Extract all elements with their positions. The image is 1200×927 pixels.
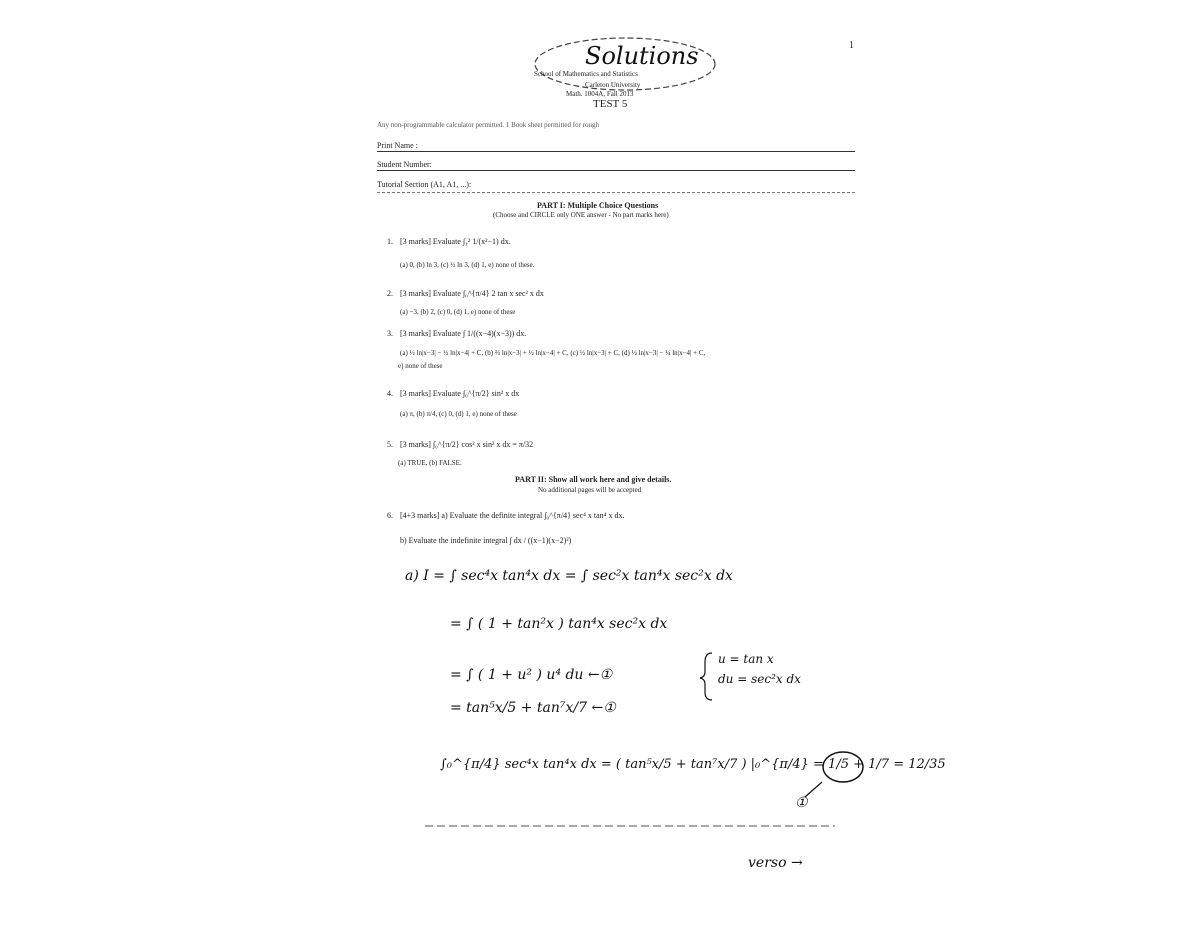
question-4-number: 4. (387, 389, 393, 398)
school-name: School of Mathematics and Statistics (534, 70, 638, 78)
tutorial-section-line (377, 192, 855, 193)
question-6b-text: b) Evaluate the indefinite integral ∫ dx / ((x−1)(x−2)²) (400, 536, 572, 545)
test-title: TEST 5 (593, 98, 628, 110)
question-2-number: 2. (387, 289, 393, 298)
brace-icon (700, 653, 712, 700)
question-1-text: [3 marks] Evaluate ∫₁² 1/(x²−1) dx. (400, 237, 511, 246)
substitution-du: du = sec²x dx (718, 672, 801, 686)
instructions: Any non-programmable calculator permitted. 1 Book sheet permitted for rough (377, 121, 599, 129)
substitution-u: u = tan x (718, 652, 774, 666)
question-3-extra: e) none of these (398, 362, 443, 370)
solution-line-4: = tan⁵x/5 + tan⁷x/7 ←① (450, 700, 616, 716)
solution-line-5: ∫₀^{π/4} sec⁴x tan⁴x dx = ( tan⁵x/5 + tan⁷x/7 ) |₀^{π/4} = 1/5 + 1/7 = 12/35 (440, 757, 946, 772)
solution-line-2: = ∫ ( 1 + tan²x ) tan⁴x sec²x dx (450, 616, 668, 632)
university-name: Carleton University (585, 81, 641, 89)
question-5-options: (a) TRUE, (b) FALSE. (398, 459, 462, 467)
question-2-options: (a) −3, (b) 2, (c) 0, (d) 1, e) none of these (400, 308, 516, 316)
course-name: Math. 1004A, Fall 2013 (566, 90, 634, 98)
solution-line-1: a) I = ∫ sec⁴x tan⁴x dx = ∫ sec²x tan⁴x sec²x dx (405, 568, 733, 584)
question-3-options: (a) ½ ln|x−3| − ½ ln|x−4| + C, (b) ⅔ ln|x−3| + ½ ln|x−4| + C, (c) ½ ln|x−3| + C, (d) ½ ln|x−3| − ¼ ln|x−4| + C, (400, 349, 706, 357)
question-6a-text: [4+3 marks] a) Evaluate the definite integral ∫₀^{π/4} sec⁴ x tan⁴ x dx. (400, 511, 625, 520)
part2-title: PART II: Show all work here and give details. (515, 475, 672, 484)
question-1-number: 1. (387, 237, 393, 246)
question-5-text: [3 marks] ∫₀^{π/2} cos² x sin² x dx = π/32 (400, 440, 534, 449)
student-number-line (377, 170, 855, 171)
question-3-text: [3 marks] Evaluate ∫ 1/((x−4)(x−3)) dx. (400, 329, 527, 338)
question-3-number: 3. (387, 329, 393, 338)
part1-subtitle: (Choose and CIRCLE only ONE answer - No part marks here) (493, 211, 669, 219)
question-6-number: 6. (387, 511, 393, 520)
student-number-label: Student Number: (377, 160, 432, 169)
question-1-options: (a) 0, (b) ln 3, (c) ½ ln 3, (d) 1, e) none of these. (400, 261, 535, 269)
mark-circle: ① (795, 795, 808, 811)
question-2-text: [3 marks] Evaluate ∫₀^{π/4} 2 tan x sec² x dx (400, 289, 544, 298)
print-name-label: Print Name : (377, 141, 418, 150)
question-4-text: [3 marks] Evaluate ∫₀^{π/2} sin² x dx (400, 389, 520, 398)
part2-subtitle: No additional pages will be accepted (538, 486, 642, 494)
part1-title: PART I: Multiple Choice Questions (537, 201, 659, 210)
question-5-number: 5. (387, 440, 393, 449)
verso-note: verso → (748, 855, 803, 871)
question-4-options: (a) π, (b) π/4, (c) 0, (d) 1, e) none of these (400, 410, 517, 418)
solutions-stamp: Solutions (585, 42, 699, 70)
solution-line-3: = ∫ ( 1 + u² ) u⁴ du ←① (450, 667, 613, 683)
page-number: 1 (849, 40, 854, 51)
tutorial-section-label: Tutorial Section (A1, A1, ...): (377, 180, 472, 189)
print-name-line (377, 151, 855, 152)
